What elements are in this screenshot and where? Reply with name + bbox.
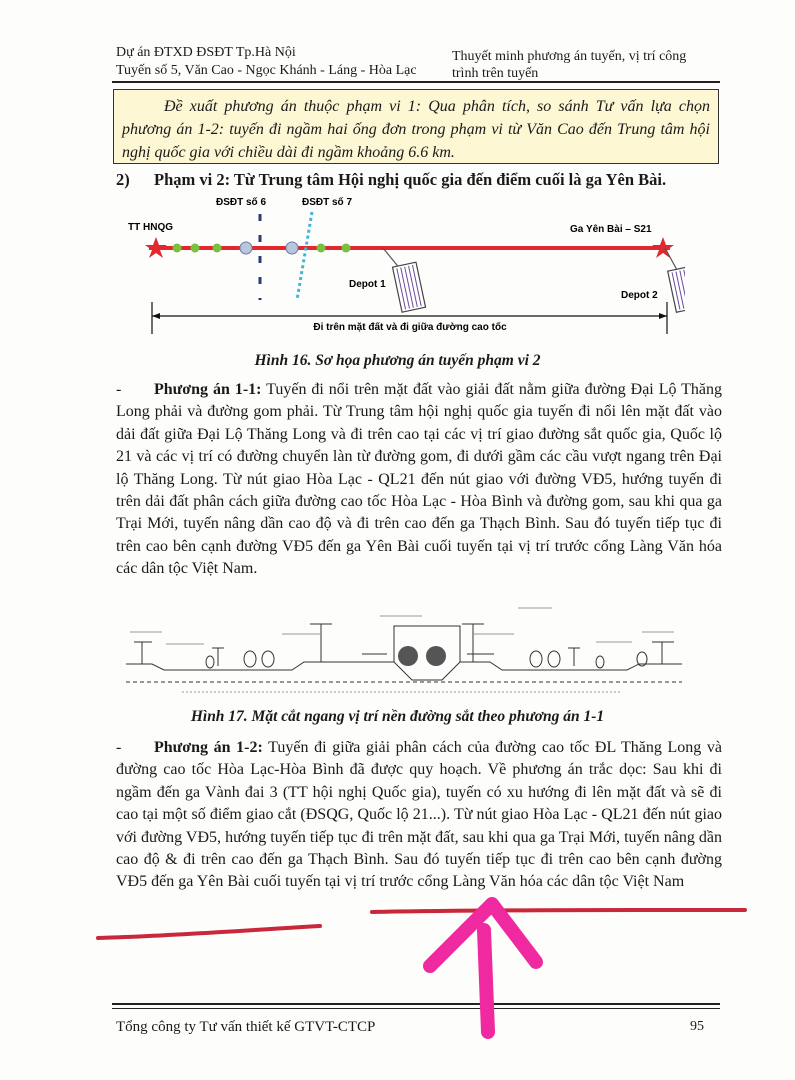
figure16-caption: Hình 16. Sơ họa phương án tuyến phạm vi 2: [254, 352, 541, 369]
footer-company: Tổng công ty Tư vấn thiết kế GTVT-CTCP: [116, 1019, 376, 1035]
bullet-dash: -: [116, 739, 122, 756]
option-1-2-text: Tuyến đi giữa giải phân cách của đường cao tốc ĐL Thăng Long và đường cao tốc Hòa Lạc-Hòa Bình đã được quy hoạch. Về phương án trắc dọc: Sau khi đi ngầm đến ga Vành đai 3 (TT hội nghị Quốc gia), tuyến có xu hướng đi lên mặt đất và sẽ đi cao tại một số điểm giao cắt (ĐSQG, Quốc lộ 21...). Từ nút giao Hòa Lạc - QL21 đến nút giao với đường VĐ5, hướng tuyến tiếp tục đi trên mặt đất, sau khi qua ga Trại Mới, tuyến nâng dần cao độ & đi trên cao đến ga Thạch Bình. Sau đó tuyến tiếp tục đi trên cao bên cạnh đường VĐ5 đến ga Yên Bài cuối tuyến tại vị trí trước cổng Làng Văn hóa các dân tộc Việt Nam: [116, 739, 722, 891]
red-underline-left: [98, 926, 320, 938]
label-depot1: Depot 1: [349, 279, 386, 290]
label-dsdt6: ĐSĐT số 6: [216, 197, 267, 208]
label-depot2: Depot 2: [621, 290, 658, 301]
label-end-station: Ga Yên Bài – S21: [570, 224, 652, 235]
option-1-2-label: Phương án 1-2:: [154, 739, 263, 756]
header-line-name: Tuyến số 5, Văn Cao - Ngọc Khánh - Láng - Hòa Lạc: [116, 63, 417, 78]
pink-arrow-shaft: [484, 930, 488, 1032]
header-doc-title-line1: Thuyết minh phương án tuyến, vị trí công: [452, 49, 687, 64]
bullet-dash: -: [116, 381, 122, 398]
option-1-1-label: Phương án 1-1:: [154, 381, 262, 398]
footer-page-number: 95: [690, 1019, 704, 1034]
figure17-caption: Hình 17. Mặt cắt ngang vị trí nền đường sắt theo phương án 1-1: [190, 708, 605, 725]
section-title: Phạm vi 2: Từ Trung tâm Hội nghị quốc gia đến điểm cuối là ga Yên Bài.: [154, 170, 667, 189]
red-underline-right: [372, 910, 745, 912]
header-doc-title-line2: trình trên tuyến: [452, 66, 539, 81]
proposal-callout-text: Đề xuất phương án thuộc phạm vi 1: Qua phân tích, so sánh Tư vấn lựa chọn phương án 1-2: tuyến đi ngầm hai ống đơn trong phạm vi từ Văn Cao đến Trung tâm hội nghị quốc gia với chiều dài đi ngầm khoảng 6.6 km.: [122, 98, 710, 161]
header-project-name: Dự án ĐTXD ĐSĐT Tp.Hà Nội: [116, 45, 296, 60]
label-start-station: TT HNQG: [128, 222, 173, 233]
label-span: Đi trên mặt đất và đi giữa đường cao tốc: [313, 322, 507, 333]
option-1-1-text: Tuyến đi nổi trên mặt đất vào giải đất nằm giữa đường Đại Lộ Thăng Long phải và đường gom phải. Từ Trung tâm hội nghị quốc gia tuyến đi nổi lên mặt đất vào dải đất giữa Đại Lộ Thăng Long và đi trên cao tại các vị trí giao đường sắt quốc gia, Quốc lộ 21 và các vị trí có đường chuyển làn từ đường gom, đi dưới gầm các cầu vượt ngang trên Đại lộ Thăng Long. Từ nút giao Hòa Lạc - QL21 đến nút giao với đường VĐ5, hướng tuyến đi trên dải đất phân cách giữa đường cao tốc Hòa Lạc - Hòa Bình và đường gom, sau khi qua ga Trại Mới, tuyến nâng dần cao độ và đi trên cao đến ga Thạch Bình. Sau đó tuyến tiếp tục đi trên cao bên cạnh đường VĐ5 đến ga Yên Bài cuối tuyến tại vị trí trước cổng Làng Văn hóa các dân tộc Việt Nam.: [116, 381, 722, 578]
section-number: 2): [116, 170, 130, 189]
label-dsdt7: ĐSĐT số 7: [302, 197, 353, 208]
